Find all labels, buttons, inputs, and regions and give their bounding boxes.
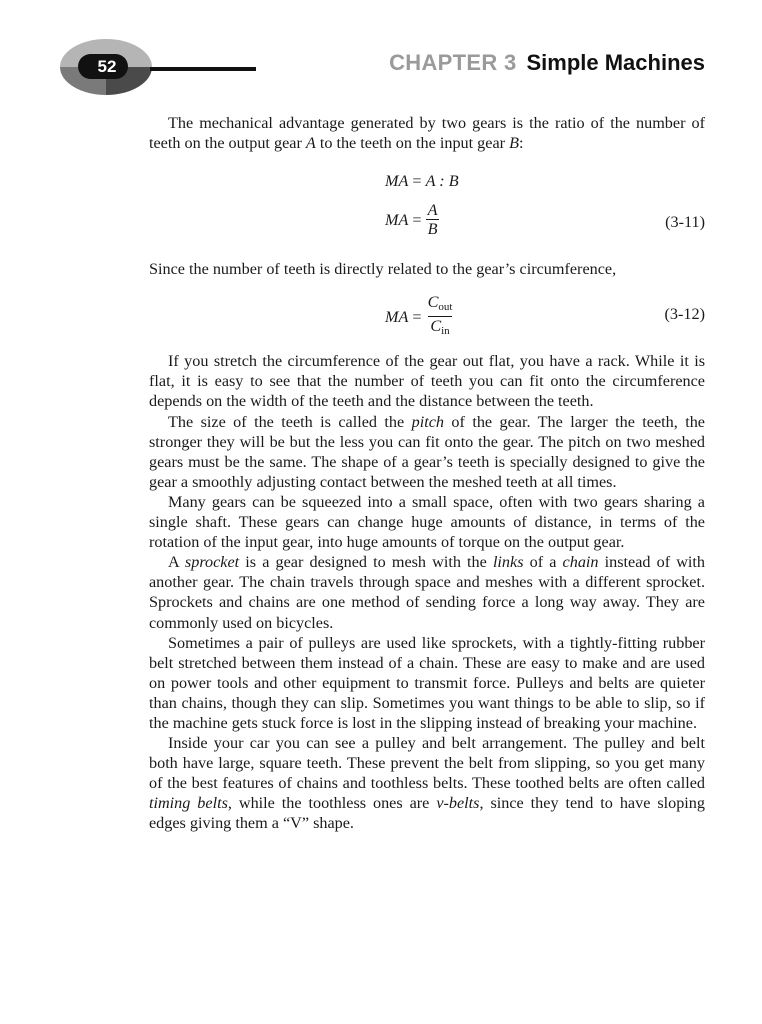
chapter-label: CHAPTER 3: [389, 50, 517, 75]
chapter-heading: [389, 50, 705, 76]
page-number: 52: [97, 57, 117, 76]
paragraph-intro: The mechanical advantage generated by two gears is the ratio of the number of teeth on the output gear A to the teeth on the input gear B:: [149, 114, 705, 153]
page-body: [149, 113, 705, 834]
equation-label: (3-11): [665, 213, 705, 232]
paragraph-pitch: The size of the teeth is called the pitch of the gear. The larger the teeth, the stronger they will be but the less you can fit onto the gear. The pitch on two meshed gears must be the same. The shape of a gear’s teeth is specially designed to give the gear a smoothly adjusting contact between the meshed teeth at all times.: [149, 412, 705, 491]
equation-label: (3-12): [664, 305, 705, 324]
equation-ratio: MA = A : B: [385, 172, 459, 191]
equation-3-12: MA = $\frac{C_{out}}{C_{in}}$ (3-12): [149, 289, 705, 339]
paragraph-shaft: Many gears can be squeezed into a small space, often with two gears sharing a single shaft. These gears can change huge amounts of distance, in terms of the rotation of the input gear, into huge amounts of torque on the output gear.: [149, 492, 705, 552]
paragraph-rack: If you stretch the circumference of the gear out flat, you have a rack. While it is flat, it is easy to see that the number of teeth you can fit onto the circumference depends on the width of the teeth and the distance between the teeth.: [149, 352, 705, 411]
paragraph-since: Since the number of teeth is directly related to the gear’s circumference,: [149, 260, 617, 279]
header-rule: [150, 67, 256, 71]
paragraph-sprocket: A sprocket is a gear designed to mesh with the links of a chain instead of with another gear. The chain travels through space and meshes with a different sprocket. Sprockets and chains are one method of sending force a long way away. They are commonly used on bicycles.: [149, 553, 705, 632]
paragraph-pulleys: Sometimes a pair of pulleys are used like sprockets, with a tightly-fitting rubber belt stretched between them instead of a chain. These are easy to make and are used on power tools and other equipment to transmit force. Pulleys and belts are quieter than chains, though they can slip. Sometimes you want things to be able to slip, so if the machine gets stuck force is lost in the slipping instead of breaking your machine.: [149, 633, 705, 732]
equation-3-11: MA = $\frac{A}{B}$ (3-11): [385, 201, 705, 239]
chapter-title: Simple Machines: [526, 50, 705, 75]
paragraph-belts: Inside your car you can see a pulley and belt arrangement. The pulley and belt both have large, square teeth. These prevent the belt from slipping, so you get many of the best features of chains and toothless belts. These toothed belts are often called timing belts, while the toothless ones are v-belts, since they tend to have sloping edges giving them a “V” shape.: [149, 734, 705, 833]
page-header: [0, 0, 762, 110]
